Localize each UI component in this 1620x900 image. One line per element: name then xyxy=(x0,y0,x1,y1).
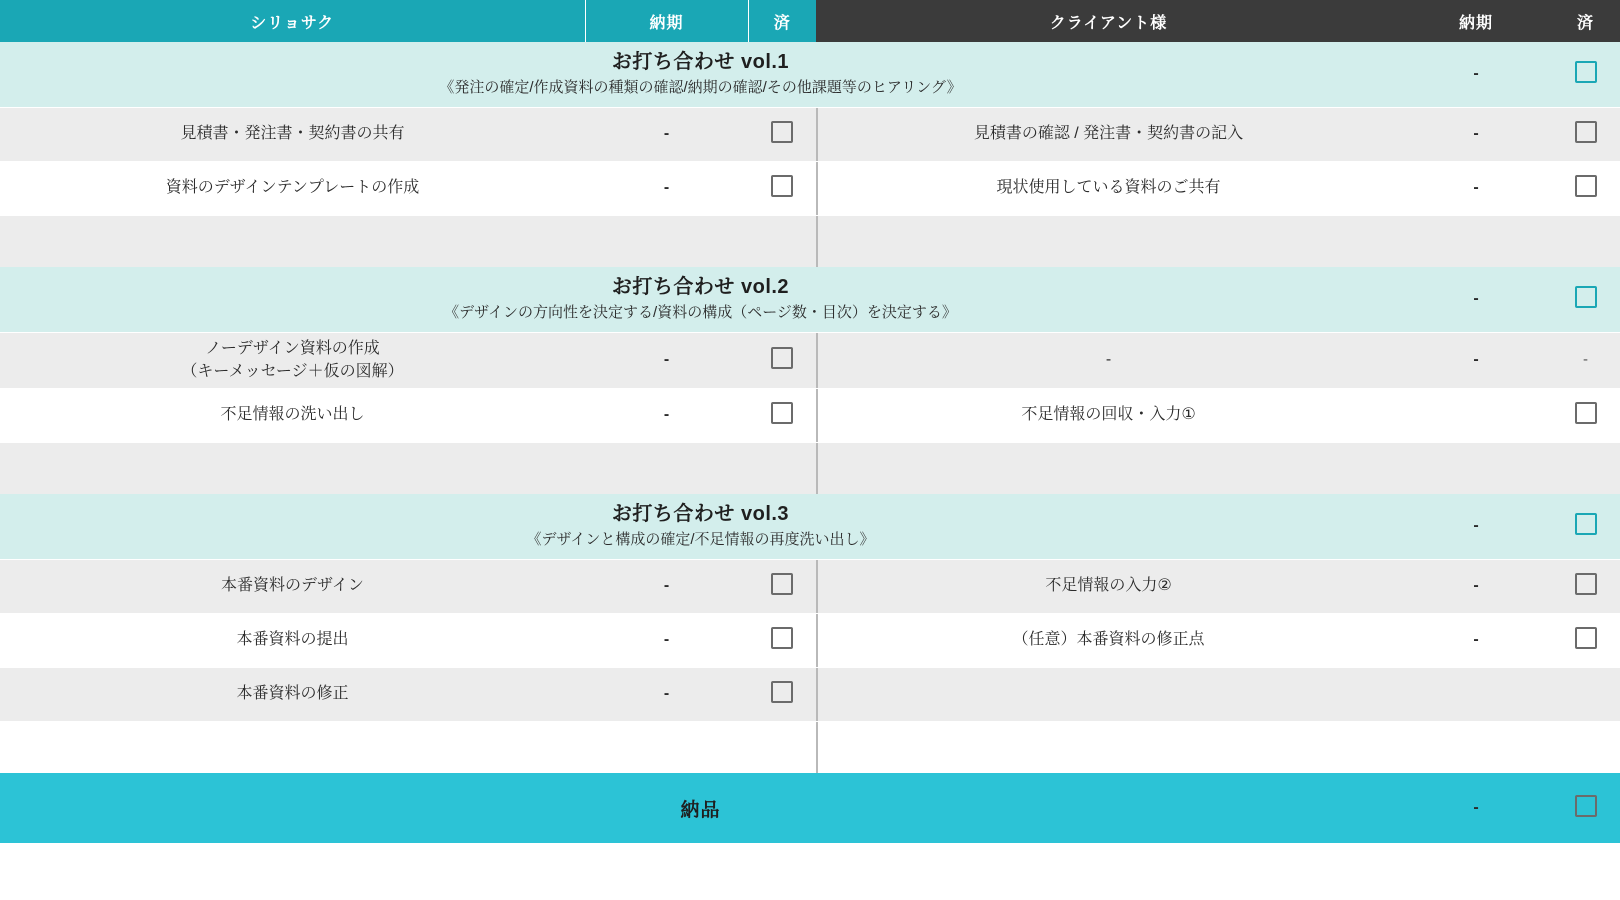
meeting-title-cell xyxy=(0,267,1401,332)
task-checkbox-left[interactable] xyxy=(771,681,793,703)
task-checkbox-left[interactable] xyxy=(771,121,793,143)
task-left-due: - xyxy=(585,667,748,721)
task-left-done-cell[interactable] xyxy=(748,559,816,613)
meeting-checkbox[interactable] xyxy=(1575,61,1597,83)
meeting-due: - xyxy=(1401,267,1551,332)
task-right-due: - xyxy=(1401,107,1551,161)
meeting-due: - xyxy=(1401,42,1551,107)
task-checkbox-right[interactable] xyxy=(1575,402,1597,424)
task-left-done-cell[interactable] xyxy=(748,332,816,388)
task-left-done-cell[interactable] xyxy=(748,613,816,667)
task-left-done-cell[interactable] xyxy=(748,161,816,215)
meeting-subtitle: 《デザインの方向性を決定する/資料の構成（ページ数・目次）を決定する》 xyxy=(444,304,957,321)
task-right-label: 不足情報の入力② xyxy=(816,559,1401,613)
meeting-row xyxy=(0,42,1620,107)
task-right-label: 見積書の確認 / 発注書・契約書の記入 xyxy=(816,107,1401,161)
task-right-due: - xyxy=(1401,613,1551,667)
spacer-cell xyxy=(1401,215,1551,267)
task-checkbox-left[interactable] xyxy=(771,175,793,197)
meeting-title: お打ち合わせ vol.2 xyxy=(611,276,790,298)
spacer-cell xyxy=(816,442,1401,494)
task-left-done-cell[interactable] xyxy=(748,107,816,161)
task-left-label: 本番資料のデザイン xyxy=(0,559,585,613)
task-left-due: - xyxy=(585,107,748,161)
task-right-due: - xyxy=(1401,161,1551,215)
spacer-cell xyxy=(748,442,816,494)
header-right-task: クライアント様 xyxy=(816,0,1401,42)
spacer-cell xyxy=(0,442,585,494)
task-left-label: 本番資料の提出 xyxy=(0,613,585,667)
spacer-cell xyxy=(585,442,748,494)
meeting-row xyxy=(0,494,1620,559)
task-checkbox-right[interactable] xyxy=(1575,573,1597,595)
spacer-cell xyxy=(816,215,1401,267)
delivery-title: 納品 xyxy=(680,799,721,821)
task-row xyxy=(0,559,1620,613)
task-right-done-cell[interactable]: - xyxy=(1551,332,1620,388)
delivery-row xyxy=(0,773,1620,843)
task-left-due: - xyxy=(585,613,748,667)
spacer-cell xyxy=(1401,721,1551,773)
task-left-label: 不足情報の洗い出し xyxy=(0,388,585,442)
spacer-cell xyxy=(0,721,585,773)
task-right-due xyxy=(1401,388,1551,442)
task-right-done-cell[interactable] xyxy=(1551,161,1620,215)
delivery-title-cell xyxy=(0,773,1401,843)
task-right-done-cell[interactable] xyxy=(1551,559,1620,613)
task-right-label: （任意）本番資料の修正点 xyxy=(816,613,1401,667)
delivery-due: - xyxy=(1401,773,1551,843)
meeting-title-cell xyxy=(0,42,1401,107)
header-right-done: 済 xyxy=(1551,0,1620,42)
task-left-due: - xyxy=(585,161,748,215)
task-right-done-cell[interactable] xyxy=(1551,107,1620,161)
task-row xyxy=(0,332,1620,388)
task-right-done-cell[interactable] xyxy=(1551,388,1620,442)
task-right-label xyxy=(816,667,1401,721)
meeting-due: - xyxy=(1401,494,1551,559)
spacer-row xyxy=(0,442,1620,494)
task-row xyxy=(0,613,1620,667)
spacer-cell xyxy=(748,721,816,773)
task-left-label: 本番資料の修正 xyxy=(0,667,585,721)
table-header-row xyxy=(0,0,1620,42)
spacer-cell xyxy=(0,215,585,267)
task-checkbox-left[interactable] xyxy=(771,402,793,424)
spacer-cell xyxy=(1551,442,1620,494)
task-right-label: 不足情報の回収・入力① xyxy=(816,388,1401,442)
task-row xyxy=(0,667,1620,721)
task-checkbox-left[interactable] xyxy=(771,347,793,369)
meeting-done-cell[interactable] xyxy=(1551,494,1620,559)
spacer-cell xyxy=(1551,721,1620,773)
spacer-row xyxy=(0,215,1620,267)
meeting-title: お打ち合わせ vol.3 xyxy=(611,503,790,525)
spacer-cell xyxy=(585,721,748,773)
meeting-checkbox[interactable] xyxy=(1575,513,1597,535)
task-left-label: 見積書・発注書・契約書の共有 xyxy=(0,107,585,161)
spacer-cell xyxy=(1551,215,1620,267)
task-right-label: 現状使用している資料のご共有 xyxy=(816,161,1401,215)
task-checkbox-left[interactable] xyxy=(771,573,793,595)
task-right-due xyxy=(1401,667,1551,721)
header-left-due: 納期 xyxy=(585,0,748,42)
task-right-due: - xyxy=(1401,559,1551,613)
task-left-due: - xyxy=(585,388,748,442)
task-left-label: ノーデザイン資料の作成 （キーメッセージ＋仮の図解） xyxy=(0,332,585,388)
table-body xyxy=(0,42,1620,843)
meeting-done-cell[interactable] xyxy=(1551,42,1620,107)
spacer-cell xyxy=(585,215,748,267)
delivery-checkbox[interactable] xyxy=(1575,795,1597,817)
task-right-label: - xyxy=(816,332,1401,388)
task-row xyxy=(0,161,1620,215)
task-checkbox-right[interactable] xyxy=(1575,121,1597,143)
spacer-row xyxy=(0,721,1620,773)
task-left-due: - xyxy=(585,559,748,613)
task-checkbox-right[interactable] xyxy=(1575,175,1597,197)
meeting-title: お打ち合わせ vol.1 xyxy=(611,51,790,73)
task-left-due: - xyxy=(585,332,748,388)
meeting-row xyxy=(0,267,1620,332)
spacer-cell xyxy=(816,721,1401,773)
task-checkbox-left[interactable] xyxy=(771,627,793,649)
task-row xyxy=(0,107,1620,161)
delivery-done-cell[interactable] xyxy=(1551,773,1620,843)
task-left-label: 資料のデザインテンプレートの作成 xyxy=(0,161,585,215)
meeting-subtitle: 《発注の確定/作成資料の種類の確認/納期の確認/その他課題等のヒアリング》 xyxy=(439,79,962,96)
header-left-done: 済 xyxy=(748,0,816,42)
spacer-cell xyxy=(748,215,816,267)
task-checkbox-right[interactable] xyxy=(1575,627,1597,649)
meeting-done-cell[interactable] xyxy=(1551,267,1620,332)
header-left-task: シリョサク xyxy=(0,0,585,42)
meeting-subtitle: 《デザインと構成の確定/不足情報の再度洗い出し》 xyxy=(526,531,875,548)
task-right-done-cell[interactable] xyxy=(1551,613,1620,667)
spacer-cell xyxy=(1401,442,1551,494)
meeting-title-cell xyxy=(0,494,1401,559)
task-row xyxy=(0,388,1620,442)
meeting-checkbox[interactable] xyxy=(1575,286,1597,308)
task-right-done-cell[interactable] xyxy=(1551,667,1620,721)
task-right-due: - xyxy=(1401,332,1551,388)
header-right-due: 納期 xyxy=(1401,0,1551,42)
task-left-done-cell[interactable] xyxy=(748,388,816,442)
task-left-done-cell[interactable] xyxy=(748,667,816,721)
